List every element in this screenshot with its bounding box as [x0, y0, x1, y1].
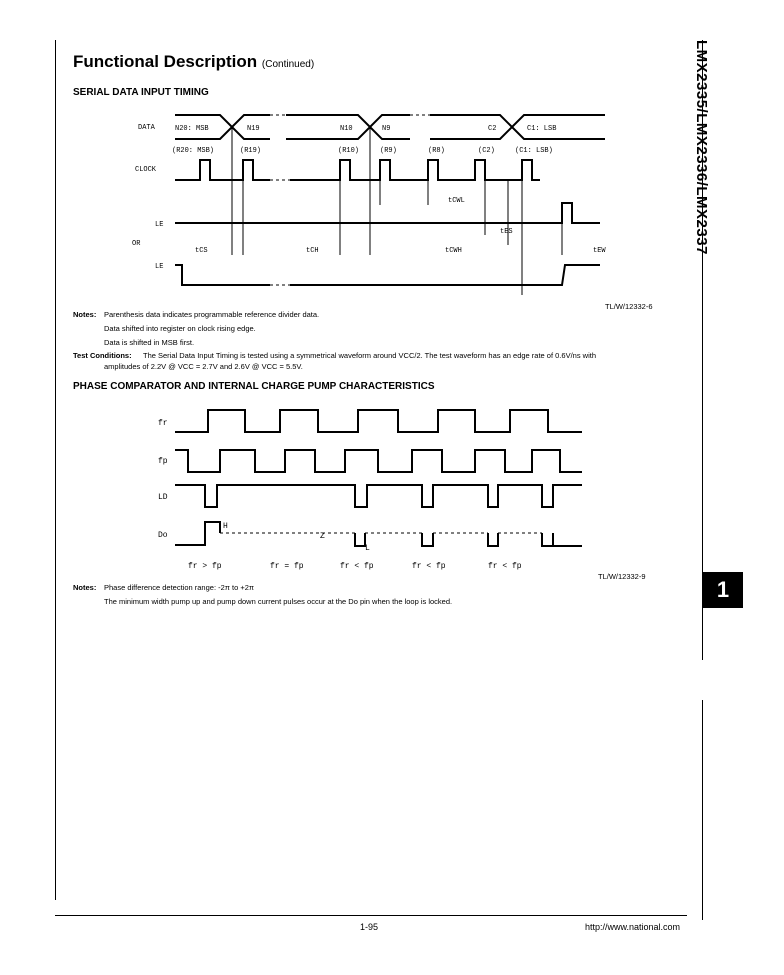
- state-h: H: [223, 522, 228, 531]
- notes1-label: Notes:: [73, 310, 97, 319]
- side-part-number: LMX2335/LMX2336/LMX2337: [693, 40, 710, 255]
- paren-label-r10: (R10): [338, 147, 360, 155]
- condition-3: fr < fp: [340, 562, 374, 571]
- data-label-n10: N10: [340, 125, 353, 133]
- notes1-line-3: Data is shifted in MSB first.: [104, 338, 195, 347]
- notes1-line-2: Data shifted into register on clock rising edge.: [104, 324, 256, 333]
- signal-label-le-upper: LE: [155, 221, 164, 229]
- condition-2: fr = fp: [270, 562, 304, 571]
- timing-tcwh: tCWH: [445, 247, 462, 255]
- notes2-line-2: The minimum width pump up and pump down current pulses occur at the Do pin when the loop is locked.: [104, 597, 453, 606]
- serial-timing-diagram: [110, 105, 610, 300]
- page-number: 1-95: [360, 922, 379, 932]
- title-suffix: (Continued): [261, 59, 315, 70]
- figure-id-1: TL/W/12332-6: [605, 302, 653, 311]
- paren-label-c1: (C1: LSB): [515, 147, 553, 155]
- timing-tes: tES: [500, 228, 513, 236]
- title-text: Functional Description: [73, 52, 258, 71]
- signal-label-data: DATA: [138, 124, 155, 132]
- paren-label-r8: (R8): [428, 147, 445, 155]
- clock-waveform: [175, 160, 540, 180]
- signal-label-or: OR: [132, 240, 141, 248]
- data-label-c2: C2: [488, 125, 497, 133]
- condition-4: fr < fp: [412, 562, 446, 571]
- signal-label-ld: LD: [158, 493, 168, 502]
- test-conditions-label: Test Conditions:: [73, 351, 132, 360]
- fr-waveform: [175, 410, 582, 432]
- left-margin-rule: [55, 40, 56, 900]
- timing-tcwl: tCWL: [448, 197, 465, 205]
- state-l: L: [365, 544, 370, 553]
- timing-tch: tCH: [306, 247, 319, 255]
- notes1-line-1: Parenthesis data indicates programmable reference divider data.: [104, 310, 320, 319]
- section-tab: 1: [703, 572, 743, 608]
- paren-label-r20: (R20: MSB): [172, 147, 215, 155]
- data-label-n19: N19: [247, 125, 260, 133]
- signal-label-clock: CLOCK: [135, 166, 157, 174]
- test-conditions-line-1: The Serial Data Input Timing is tested using a symmetrical waveform around VCC/2. The test waveform has an edge rate of 0.6V/ns with: [143, 351, 596, 360]
- page-title: [73, 52, 314, 72]
- signal-label-fr: fr: [158, 419, 168, 428]
- footer-rule: [55, 915, 687, 916]
- paren-label-r9: (R9): [380, 147, 397, 155]
- data-label-n20: N20: MSB: [175, 125, 209, 133]
- le-waveform-upper: [175, 203, 600, 223]
- test-conditions-line-2: amplitudes of 2.2V @ VCC = 2.7V and 2.6V @ VCC = 5.5V.: [104, 362, 303, 371]
- phase-comparator-diagram: [150, 400, 590, 580]
- right-margin-rule-lower: [702, 700, 703, 920]
- figure-id-2: TL/W/12332-9: [598, 572, 646, 581]
- timing-tcs: tCS: [195, 247, 208, 255]
- paren-label-r19: (R19): [240, 147, 262, 155]
- do-waveform: [175, 522, 582, 546]
- paren-label-c2: (C2): [478, 147, 495, 155]
- signal-label-fp: fp: [158, 457, 168, 466]
- condition-1: fr > fp: [188, 562, 222, 571]
- condition-5: fr < fp: [488, 562, 522, 571]
- signal-label-le-lower: LE: [155, 263, 164, 271]
- notes2-label: Notes:: [73, 583, 97, 592]
- timing-tew: tEW: [593, 247, 606, 255]
- phase-comparator-heading: PHASE COMPARATOR AND INTERNAL CHARGE PUMP CHARACTERISTICS: [73, 381, 435, 392]
- fp-waveform: [175, 450, 582, 472]
- serial-timing-heading: SERIAL DATA INPUT TIMING: [73, 87, 209, 98]
- notes2-line-1: Phase difference detection range: -2π to +2π: [104, 583, 255, 592]
- state-z: Z: [320, 532, 325, 541]
- le-waveform-lower: [175, 265, 600, 285]
- footer-url-link[interactable]: http://www.national.com: [585, 922, 681, 932]
- signal-label-do: Do: [158, 531, 168, 540]
- data-label-c1: C1: LSB: [527, 125, 557, 133]
- data-label-n9: N9: [382, 125, 391, 133]
- ld-waveform: [175, 485, 582, 507]
